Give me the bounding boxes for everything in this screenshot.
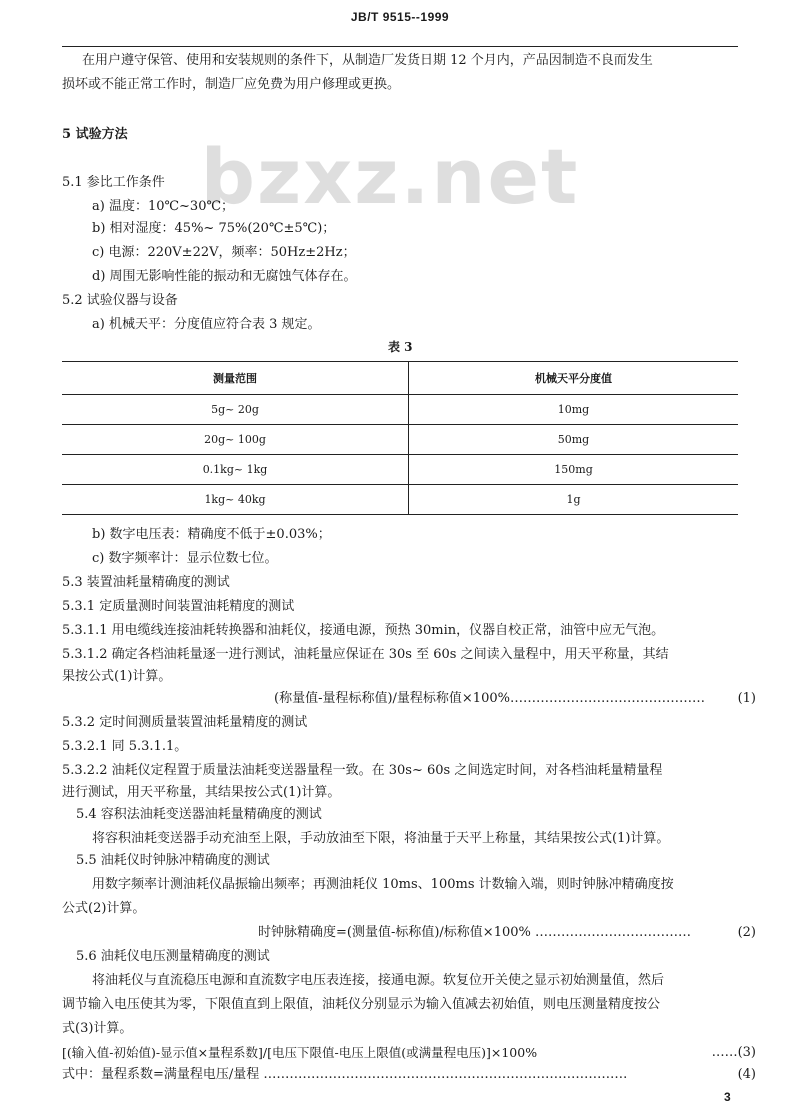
section-5-5-body-line-2: 公式(2)计算。: [62, 901, 146, 916]
table-3-caption: 表 3: [388, 340, 413, 354]
formula-1-text: (称量值-量程标称值)/量程标称值×100%: [274, 691, 510, 706]
page-header: JB/T 9515--1999: [350, 10, 450, 24]
section-5-3-1-1: 5.3.1.1 用电缆线连接油耗转换器和油耗仪，接通电源，预热 30min，仪器自校正常，油管中应无气泡。: [62, 623, 665, 638]
condition-humidity: b) 相对湿度：45%~ 75%(20℃±5℃)；: [92, 221, 336, 236]
section-5-6-body-line-1: 将油耗仪与直流稳压电源和直流数字电压表连接，接通电源。软复位开关使之显示初始测量值，然后: [92, 973, 665, 988]
section-5-3-1-2-line-2: 果按公式(1)计算。: [62, 669, 172, 684]
table-row: [62, 485, 738, 515]
cell-division: 150mg: [409, 455, 739, 485]
cell-range: 0.1kg~ 1kg: [62, 455, 409, 485]
cell-range: 20g~ 100g: [62, 425, 409, 455]
table-row: [62, 455, 738, 485]
page-number: 3: [724, 1090, 731, 1104]
section-5-4-body: 将容积油耗变送器手动充油至上限，手动放油至下限，将油量于天平上称量，其结果按公式(1)计算。: [92, 831, 670, 846]
header-divider: [62, 46, 738, 47]
equipment-frequency-counter: c) 数字频率计：显示位数七位。: [92, 551, 278, 566]
formula-4-text: 式中：量程系数=满量程电压/量程: [62, 1067, 260, 1082]
formula-3-number-text: (3): [737, 1045, 756, 1060]
formula-2-leader: ………………………………: [530, 925, 692, 940]
condition-temperature: a) 温度：10℃~30℃；: [92, 199, 235, 214]
table-3: [62, 361, 738, 515]
section-5-3-2-2-line-1: 5.3.2.2 油耗仪定程置于质量法油耗变送器量程一致。在 30s~ 60s 之间选定时间，对各档油耗量精量程: [62, 763, 663, 778]
table-header-row: [62, 362, 738, 395]
section-5-3-title: 5.3 装置油耗量精确度的测试: [62, 575, 230, 590]
formula-2-number: (2): [737, 925, 756, 940]
section-5-3-2-2-line-2: 进行测试，用天平称量，其结果按公式(1)计算。: [62, 785, 341, 800]
equipment-balance: a) 机械天平：分度值应符合表 3 规定。: [92, 317, 321, 332]
section-5-2-title: 5.2 试验仪器与设备: [62, 293, 178, 308]
intro-line-2: 损坏或不能正常工作时，制造厂应免费为用户修理或更换。: [62, 77, 401, 92]
formula-3: [(输入值-初始值)-显示值×量程系数]/[电压下限值-电压上限值(或满量程电压)]×100%: [62, 1045, 538, 1060]
section-5-3-2-1: 5.3.2.1 同 5.3.1.1。: [62, 739, 188, 754]
formula-1-leader: ………………………………………: [509, 691, 705, 706]
section-5-4-title: 5.4 容积法油耗变送器油耗量精确度的测试: [76, 807, 322, 822]
formula-4-leader: …………………………………………………………………………: [259, 1067, 628, 1082]
cell-division: 10mg: [409, 395, 739, 425]
cell-division: 1g: [409, 485, 739, 515]
watermark: bzxz.net: [200, 132, 580, 221]
formula-2: [258, 924, 691, 942]
formula-4: [62, 1066, 627, 1084]
header-measurement-range: 测量范围: [62, 362, 409, 395]
cell-range: 1kg~ 40kg: [62, 485, 409, 515]
formula-4-number: (4): [737, 1067, 756, 1082]
section-5-3-1-title: 5.3.1 定质量测时间装置油耗精度的测试: [62, 599, 295, 614]
section-5-6-body-line-2: 调节输入电压使其为零，下限值直到上限值，油耗仪分别显示为输入值减去初始值，则电压测量精度按公: [62, 997, 661, 1012]
formula-3-number: [712, 1044, 756, 1062]
section-5-1-title: 5.1 参比工作条件: [62, 175, 165, 190]
cell-division: 50mg: [409, 425, 739, 455]
formula-1: [274, 690, 705, 708]
section-5-6-body-line-3: 式(3)计算。: [62, 1021, 133, 1036]
section-5-6-title: 5.6 油耗仪电压测量精确度的测试: [76, 949, 270, 964]
cell-range: 5g~ 20g: [62, 395, 409, 425]
section-5-title: 5 试验方法: [62, 127, 128, 142]
equipment-voltmeter: b) 数字电压表：精确度不低于±0.03%；: [92, 527, 331, 542]
section-5-3-1-2-line-1: 5.3.1.2 确定各档油耗量逐一进行测试，油耗量应保证在 30s 至 60s 之间读入量程中，用天平称量，其结: [62, 647, 669, 662]
section-5-5-body-line-1: 用数字频率计测油耗仪晶振输出频率；再测油耗仪 10ms、100ms 计数输入端，则时钟脉冲精确度按: [92, 877, 674, 892]
table-row: [62, 425, 738, 455]
intro-line-1: 在用户遵守保管、使用和安装规则的条件下，从制造厂发货日期 12 个月内，产品因制造不良而发生: [82, 53, 653, 68]
section-5-5-title: 5.5 油耗仪时钟脉冲精确度的测试: [76, 853, 270, 868]
condition-power: c) 电源：220V±22V，频率：50Hz±2Hz；: [92, 245, 356, 260]
formula-3-leader: ……: [711, 1045, 738, 1060]
section-5-3-2-title: 5.3.2 定时间测质量装置油耗量精度的测试: [62, 715, 308, 730]
formula-1-number: (1): [737, 691, 756, 706]
table-row: [62, 395, 738, 425]
formula-2-text: 时钟脉精确度=(测量值-标称值)/标称值×100%: [258, 925, 531, 940]
condition-environment: d) 周围无影响性能的振动和无腐蚀气体存在。: [92, 269, 357, 284]
header-balance-division: 机械天平分度值: [409, 362, 739, 395]
